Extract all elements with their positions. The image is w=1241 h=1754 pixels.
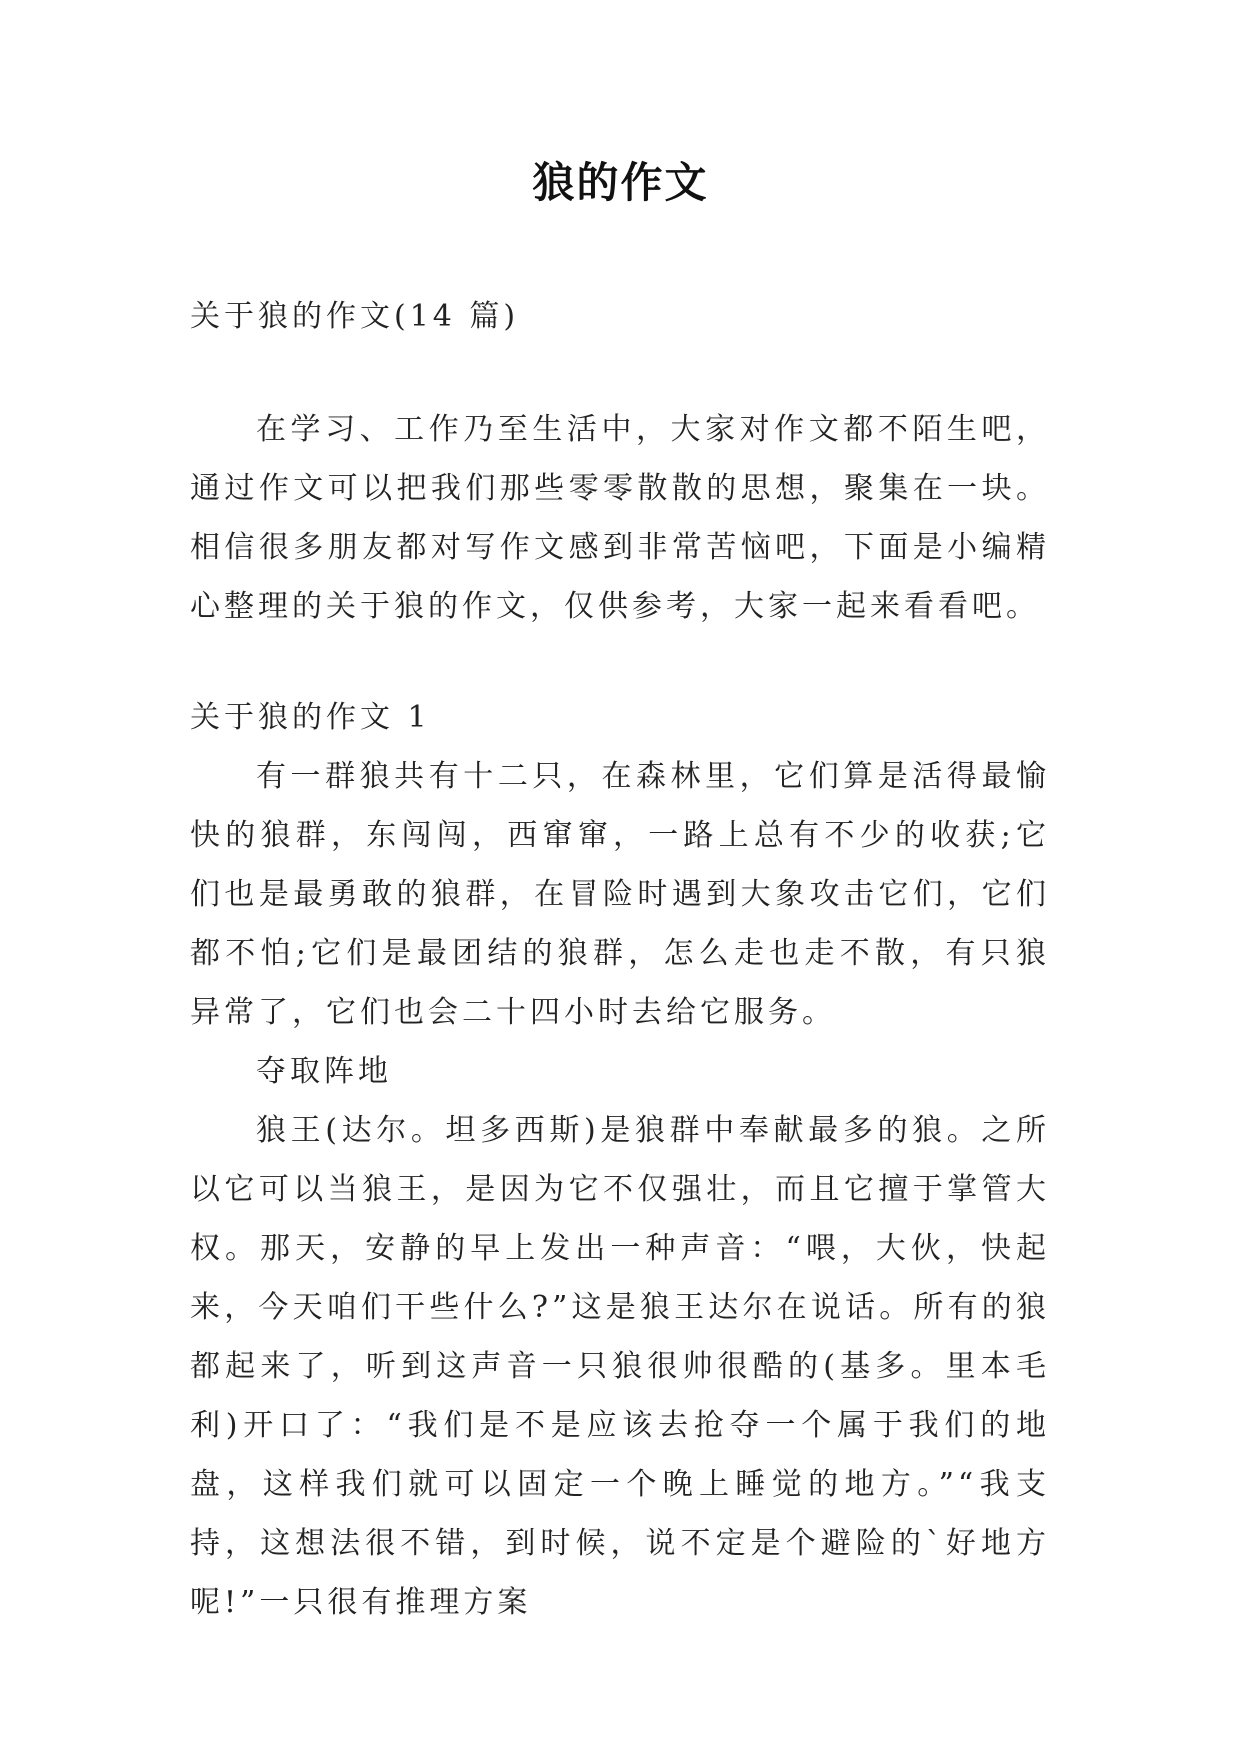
section-heading: 关于狼的作文 1 [190, 700, 431, 735]
intro-section [190, 400, 1050, 636]
section-paragraph-1: 有一群狼共有十二只，在森林里，它们算是活得最愉快的狼群，东闯闯，西窜窜，一路上总有不少的收获;它们也是最勇敢的狼群，在冒险时遇到大象攻击它们，它们都不怕;它们是最团结的狼群，怎么走也走不散，有只狼异常了，它们也会二十四小时去给它服务。 [190, 759, 1050, 1030]
intro-paragraph: 在学习、工作乃至生活中，大家对作文都不陌生吧，通过作文可以把我们那些零零散散的思想，聚集在一块。相信很多朋友都对写作文感到非常苦恼吧，下面是小编精心整理的关于狼的作文，仅供参考，大家一起来看看吧。 [190, 412, 1050, 624]
document-title: 狼的作文 [532, 158, 709, 207]
section-paragraph-2: 夺取阵地 [256, 1054, 392, 1089]
subtitle-text: 关于狼的作文(14 篇) [190, 299, 520, 334]
essay-section-1 [190, 688, 1050, 1632]
section-paragraph-3: 狼王(达尔。坦多西斯)是狼群中奉献最多的狼。之所以它可以当狼王，是因为它不仅强壮，而且它擅于掌管大权。那天，安静的早上发出一种声音：“喂，大伙，快起来，今天咱们干些什么?”这是狼王达尔在说话。所有的狼都起来了，听到这声音一只狼很帅很酷的(基多。里本毛利)开口了：“我们是不是应该去抢夺一个属于我们的地盘，这样我们就可以固定一个晚上睡觉的地方。”“我支持，这想法很不错，到时候，说不定是个避险的`好地方呢!”一只很有推理方案 [190, 1113, 1050, 1620]
document-subtitle [190, 287, 1050, 346]
